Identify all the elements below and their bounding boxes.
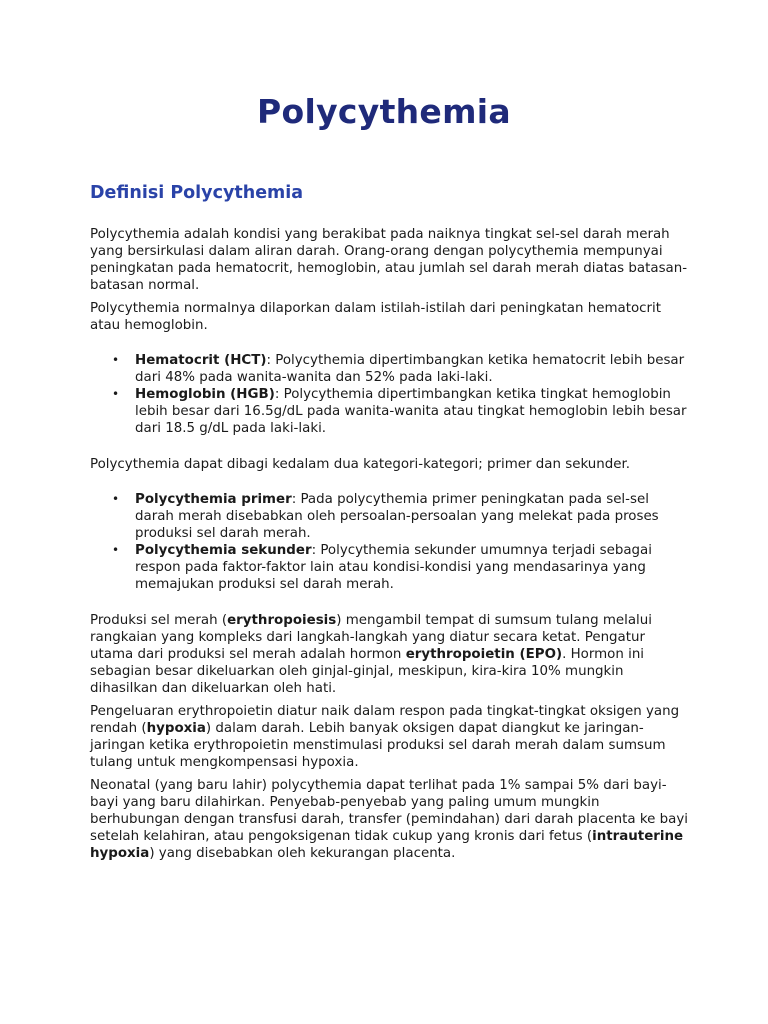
paragraph-hypoxia <box>90 703 690 771</box>
bold-term: hypoxia <box>146 721 206 736</box>
text-run: ) dalam darah. Lebih banyak oksigen dapat diangkut ke jaringan-jaringan ketika erythropoietin menstimulasi produksi sel darah merah dalam sumsum tulang untuk mengkompensasi hypoxia. <box>90 721 666 770</box>
list-item-secondary <box>112 542 690 593</box>
list-text: : Polycythemia sekunder umumnya terjadi sebagai respon pada faktor-faktor lain atau kondisi-kondisi yang mendasarinya yang memajukan produksi sel darah merah. <box>135 543 652 592</box>
list-term: Polycythemia sekunder <box>135 543 312 558</box>
document-body <box>90 182 690 868</box>
paragraph-definition: Polycythemia adalah kondisi yang berakibat pada naiknya tingkat sel-sel darah merah yang bersirkulasi dalam aliran darah. Orang-orang dengan polycythemia mempunyai peningkatan pada hematocrit, hemoglobin, atau jumlah sel darah merah diatas batasan-batasan normal. <box>90 227 688 293</box>
bullet-icon: • <box>112 543 120 557</box>
text-run: Produksi sel merah ( <box>90 613 228 628</box>
paragraph-neonatal <box>90 777 690 862</box>
text-run: ) yang disebabkan oleh kekurangan placenta. <box>149 846 456 861</box>
list-text: : Polycythemia dipertimbangkan ketika tingkat hemoglobin lebih besar dari 16.5g/dL pada wanita-wanita atau tingkat hemoglobin lebih besar dari 18.5 g/dL pada laki-laki. <box>135 387 687 436</box>
list-term: Hematocrit (HCT) <box>135 353 267 368</box>
text-run: Pengeluaran erythropoietin diatur naik dalam respon pada tingkat-tingkat oksigen yang rendah ( <box>90 704 680 736</box>
text-run: ) mengambil tempat di sumsum tulang melalui rangkaian yang kompleks dari langkah-langkah yang diatur secara ketat. Pengatur utama dari produksi sel merah adalah hormon <box>90 613 652 662</box>
list-item-primary <box>112 491 690 542</box>
bullet-icon: • <box>112 492 120 506</box>
section-heading: Definisi Polycythemia <box>90 183 304 203</box>
list-term: Hemoglobin (HGB) <box>135 387 275 402</box>
list-term: Polycythemia primer <box>135 492 292 507</box>
paragraph-reporting: Polycythemia normalnya dilaporkan dalam istilah-istilah dari peningkatan hematocrit atau hemoglobin. <box>90 301 662 333</box>
text-run: Neonatal (yang baru lahir) polycythemia dapat terlihat pada 1% sampai 5% dari bayi-bayi yang baru dilahirkan. Penyebab-penyebab yang paling umum mungkin berhubungan dengan transfusi darah, transfer (pemindahan) dari darah placenta ke bayi setelah kelahiran, atau pengoksigenan tidak cukup yang kronis dari fetus ( <box>90 778 688 844</box>
page-title: Polycythemia <box>257 92 511 131</box>
measurement-list <box>90 352 690 437</box>
text-run: . Hormon ini sebagian besar dikeluarkan oleh ginjal-ginjal, meskipun, kira-kira 10% mungkin dihasilkan dan dikeluarkan oleh hati. <box>90 647 645 696</box>
list-text: : Polycythemia dipertimbangkan ketika hematocrit lebih besar dari 48% pada wanita-wanita dan 52% pada laki-laki. <box>135 353 685 385</box>
bold-term: intrauterine hypoxia <box>90 829 684 861</box>
category-list <box>90 491 690 593</box>
list-text: : Pada polycythemia primer peningkatan pada sel-sel darah merah disebabkan oleh persoalan-persoalan yang melekat pada proses produksi sel darah merah. <box>135 492 659 541</box>
bullet-icon: • <box>112 353 120 367</box>
bold-term: erythropoietin (EPO) <box>405 647 563 662</box>
bullet-icon: • <box>112 387 120 401</box>
list-item-hemoglobin <box>112 386 690 437</box>
bold-term: erythropoiesis <box>227 613 337 628</box>
list-item-hematocrit <box>112 352 690 386</box>
paragraph-erythropoiesis <box>90 612 690 697</box>
paragraph-categories: Polycythemia dapat dibagi kedalam dua kategori-kategori; primer dan sekunder. <box>90 457 631 472</box>
